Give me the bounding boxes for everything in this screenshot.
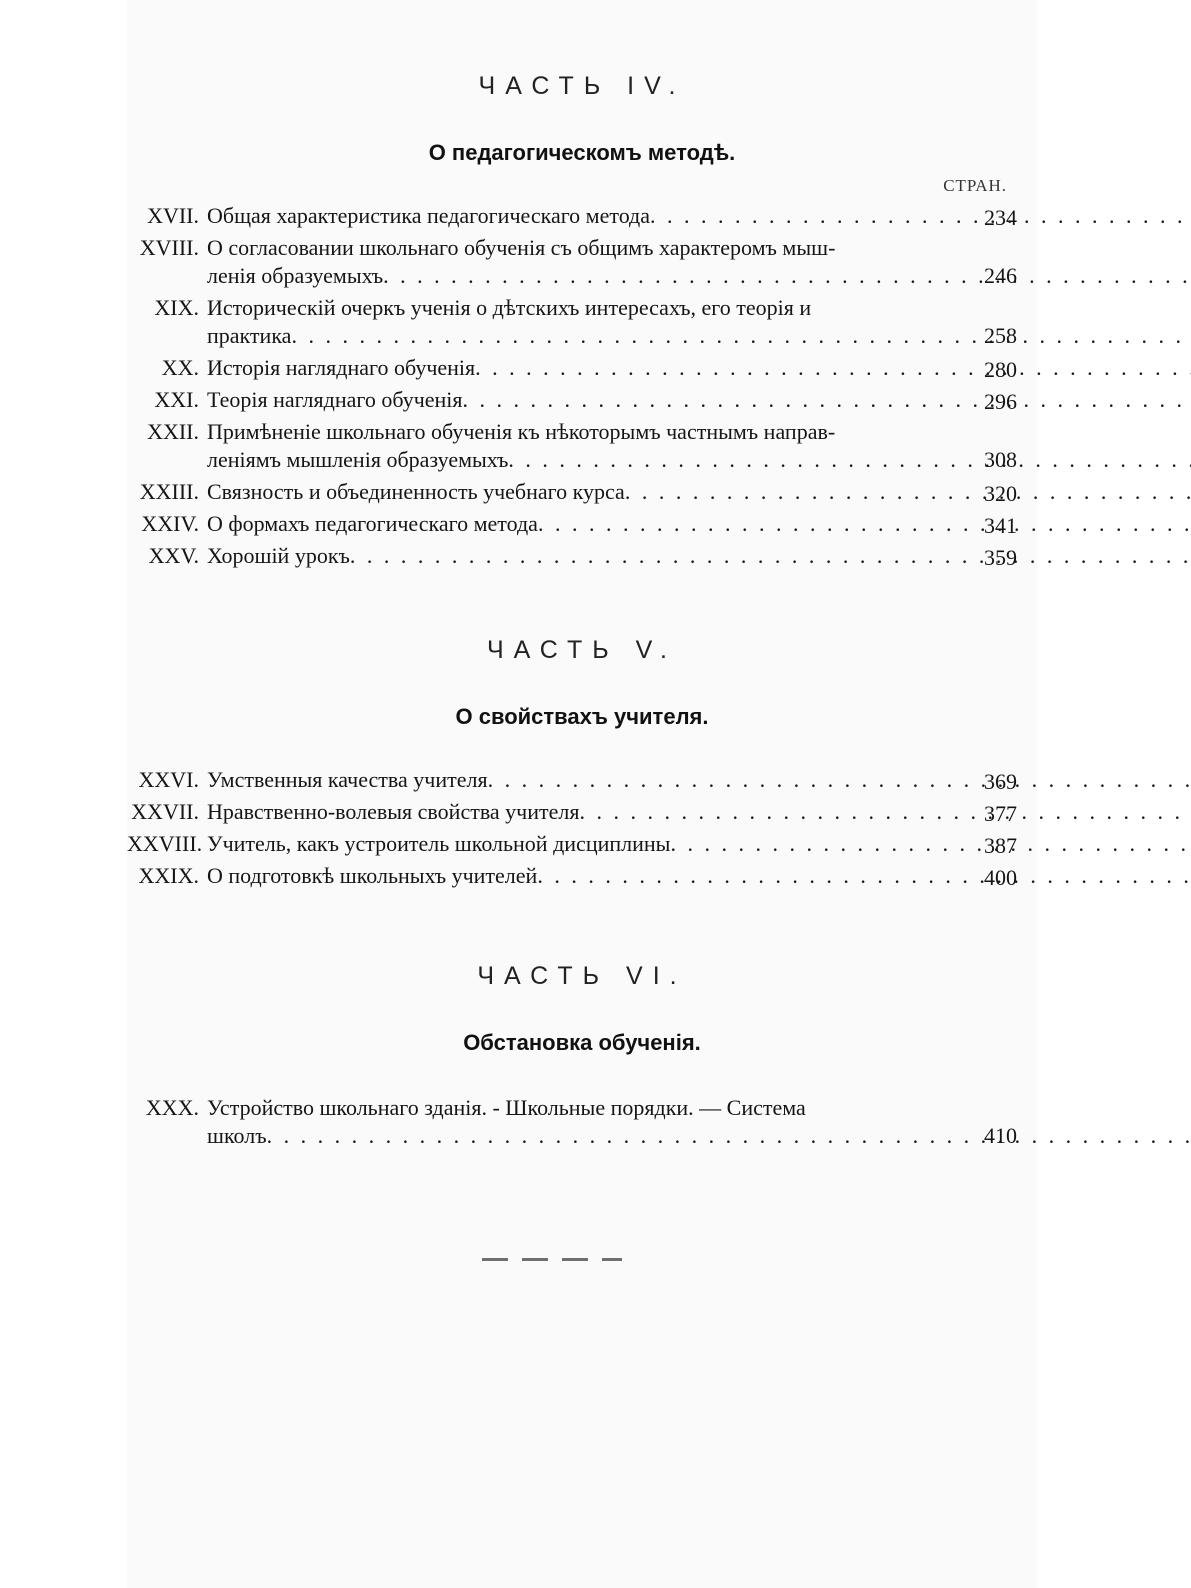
dot-leader (475, 354, 1191, 382)
page-number: 320 (984, 481, 1017, 506)
page-number: 369 (984, 769, 1017, 794)
toc-entry[interactable] (127, 542, 1017, 574)
dot-leader (488, 766, 1191, 794)
toc-entry[interactable] (127, 830, 1017, 862)
chapter-title: Примѣненіе школьнаго обученія къ нѣкоторымъ частнымъ направ- (207, 419, 836, 444)
dot-leader (267, 1122, 1191, 1150)
page-number: 400 (984, 865, 1017, 890)
page-number: 246 (984, 263, 1017, 288)
part-iv-heading: О педагогическомъ методѣ. (428, 140, 736, 165)
chapter-number: XXI. (154, 387, 199, 412)
toc-entry[interactable] (127, 418, 1017, 478)
book-page (127, 0, 1037, 1588)
chapter-number: XX. (161, 355, 199, 380)
dot-leader (580, 798, 1191, 826)
chapter-number: XXIV. (141, 511, 199, 536)
part-v-title: ЧАСТЬ V. (487, 636, 677, 664)
dot-leader (625, 478, 1191, 506)
page-number: 308 (984, 447, 1017, 472)
part-iv-title: ЧАСТЬ IV. (478, 72, 686, 100)
dot-leader (291, 322, 1191, 350)
chapter-number: XXII. (147, 419, 199, 444)
dot-leader (538, 510, 1191, 538)
toc-entry[interactable] (127, 202, 1017, 234)
part-v-toc (127, 766, 1017, 894)
chapter-title: Историческій очеркъ ученія о дѣтскихъ интересахъ, его теорія и (207, 295, 812, 320)
toc-entry[interactable] (127, 294, 1017, 354)
toc-entry[interactable] (127, 354, 1017, 386)
toc-entry[interactable] (127, 478, 1017, 510)
page-number: 410 (984, 1123, 1017, 1148)
chapter-number: XXVIII. (127, 831, 203, 856)
toc-entry[interactable] (127, 386, 1017, 418)
chapter-title: О согласовании школьнаго обученія съ общимъ характеромъ мыш- (207, 235, 836, 260)
chapter-number: XIX. (154, 295, 199, 320)
toc-entry[interactable] (127, 766, 1017, 798)
page-number: 296 (984, 389, 1017, 414)
chapter-title: Связность и объединенность учебнаго курса (207, 479, 625, 504)
chapter-number: XXIII. (139, 479, 199, 504)
part-vi-toc (127, 1094, 1017, 1154)
chapter-title: Устройство школьнаго зданія. - Школьные порядки. — Система (207, 1095, 806, 1120)
chapter-number: XXV. (148, 543, 199, 568)
page-number: 341 (984, 513, 1017, 538)
chapter-title: О формахъ педагогическаго метода (207, 511, 538, 536)
page-number: 280 (984, 357, 1017, 382)
toc-entry[interactable] (127, 862, 1017, 894)
page-column-label: СТРАН. (943, 176, 1007, 195)
chapter-title: О подготовкѣ школьныхъ учителей (207, 863, 538, 888)
chapter-number: XXIX. (138, 863, 199, 888)
chapter-title: Хорошій урокъ (207, 543, 350, 568)
chapter-title-continuation: школъ (207, 1123, 267, 1148)
chapter-title-continuation: леніямъ мышленія образуемыхъ (207, 447, 509, 472)
dot-leader (508, 446, 1191, 474)
chapter-number: XXX. (145, 1095, 199, 1120)
chapter-title: Нравственно-волевыя свойства учителя (207, 799, 580, 824)
part-v-heading: О свойствахъ учителя. (455, 704, 709, 729)
dot-leader (463, 386, 1191, 414)
dot-leader (537, 862, 1191, 890)
dot-leader (650, 202, 1191, 230)
chapter-title-continuation: практика (207, 323, 292, 348)
part-iv-toc (127, 202, 1017, 574)
page-number: 234 (984, 205, 1017, 230)
dot-leader (383, 262, 1191, 290)
chapter-title: Общая характеристика педагогическаго метода (207, 203, 651, 228)
chapter-number: XVII. (147, 203, 199, 228)
chapter-number: XXVI. (138, 767, 199, 792)
dot-leader (350, 542, 1191, 570)
chapter-title-continuation: ленія образуемыхъ (207, 263, 384, 288)
dot-leader (670, 830, 1191, 858)
part-vi-heading: Обстановка обученія. (463, 1030, 701, 1055)
toc-entry[interactable] (127, 798, 1017, 830)
chapter-title: Исторія нагляднаго обученія (207, 355, 476, 380)
toc-entry[interactable] (127, 234, 1017, 294)
page-number: 359 (984, 545, 1017, 570)
chapter-number: XVIII. (139, 235, 199, 260)
toc-entry[interactable] (127, 1094, 1017, 1154)
page-number: 377 (984, 801, 1017, 826)
page-number: 387 (984, 833, 1017, 858)
chapter-title: Умственныя качества учителя (207, 767, 488, 792)
part-vi-title: ЧАСТЬ VI. (477, 962, 687, 990)
chapter-title: Учитель, какъ устроитель школьной дисциплины (207, 831, 671, 856)
toc-entry[interactable] (127, 510, 1017, 542)
page-number: 258 (984, 323, 1017, 348)
end-divider (482, 1258, 622, 1261)
chapter-number: XXVII. (131, 799, 199, 824)
chapter-title: Теорія нагляднаго обученія (207, 387, 463, 412)
